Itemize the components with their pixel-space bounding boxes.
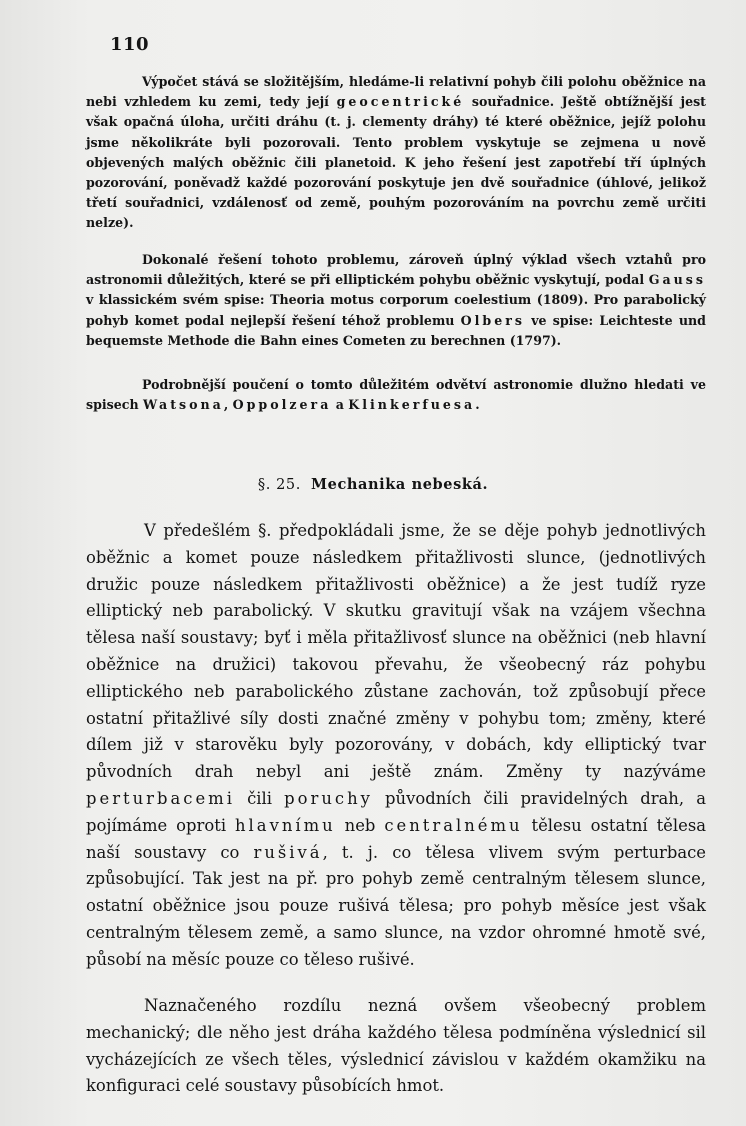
- name-oppolzer: Oppolzera: [232, 397, 332, 413]
- paragraph-further-reading: Podrobnější poučení o tomto důležitém odvětví astronomie dlužno hledati ve spisech Watsona, Oppolzera a Klinkerfuesa.: [86, 377, 706, 413]
- small-print-block-1: [86, 72, 706, 234]
- name-gauss: Gauss: [648, 272, 706, 288]
- emphasis-geocentric: geocentrické: [336, 94, 465, 110]
- small-print-block-3: [86, 375, 706, 415]
- paragraph-orbit-determination: Výpočet stává se složitějším, hledáme-li relativní pohyb čili polohu oběžnice na nebi vzhledem ku zemi, tedy její geocentrické souřadnice. Ještě obtížnější jest však opačná úloha, určiti dráhu (t. j. clementy dráhy) té které oběžnice, jejíž polohu jsme několikráte byli pozorovali. Tento problem vyskytuje se zejmena u nově objevených malých oběžnic čili planetoid. K jeho řešení jest zapotřebí tří úplných pozorování, poněvadž každé pozorování poskytuje jen dvě souřadnice (úhlové, jelikož třetí souřadnici, vzdálenosť od země, pouhým pozorováním na povrchu země určiti nelze).: [86, 74, 706, 231]
- body-text-block-2: [86, 993, 706, 1100]
- term-hlavnimu: hlavnímu: [235, 815, 336, 835]
- term-poruchy: poruchy: [284, 788, 373, 808]
- small-print-block-2: [86, 250, 706, 351]
- term-rusiva: rušivá: [253, 842, 323, 862]
- paragraph-perturbations: V předešlém §. předpokládali jsme, že se děje pohyb jednotlivých oběžnic a komet pouze následkem přitažlivosti slunce, (jednotlivých družic pouze následkem přitažlivosti oběžnice) a že jest tudíž ryze elliptický neb parabolický. V skutku gravitují však na vzájem všechna tělesa naší soustavy; byť i měla přitažlivosť slunce na oběžnici (neb hlavní oběžnice na družici) takovou převahu, že všeobecný ráz pohybu elliptického neb parabolického zůstane zachován, tož způsobují přece ostatní přitažlivé síly dosti značné změny v pohybu tom; změny, které dílem již v starověku byly pozorovány, v dobách, kdy elliptický tvar původních drah nebyl ani ještě znám. Změny ty nazýváme perturbacemi čili poruchy původních čili pravidelných drah, a pojímáme oproti hlavnímu neb centralnému tělesu ostatní tělesa naší soustavy co rušivá, t. j. co tělesa vlivem svým perturbace způsobující. Tak jest na př. pro pohyb země centralným tělesem slunce, ostatní oběžnice jsou pouze rušivá tělesa; pro pohyb měsíce jest však centralným tělesem země, a samo slunce, na vzdor ohromné hmotě své, působí na měsíc pouze co těleso rušivé.: [86, 521, 707, 969]
- body-text-block-1: [86, 518, 706, 974]
- name-klinkerfues: Klinkerfuesa: [348, 397, 476, 413]
- term-perturbacemi: perturbacemi: [86, 788, 235, 808]
- section-title: Mechanika nebeská.: [310, 476, 489, 493]
- section-number: §. 25.: [257, 477, 301, 493]
- paragraph-gauss-olbers: Dokonalé řešení tohoto problemu, zároveň úplný výklad všech vztahů pro astronomii důležitých, které se při elliptickém pohybu oběžnic vyskytují, podal Gauss v klassickém svém spise: Theoria motus corporum coelestium (1809). Pro parabolický pohyb komet podal nejlepší řešení téhož problemu Olbers ve spise: Leichteste und bequemste Methode die Bahn eines Cometen zu berechnen (1797).: [86, 252, 706, 348]
- name-olbers: Olbers: [460, 312, 525, 328]
- paragraph-mechanical-problem: Naznačeného rozdílu nezná ovšem všeobecný problem mechanický; dle něho jest dráha každého tělesa podmíněna výslednicí sil vycházejících ze všech těles, výslednicí závislou v každém okamžiku na konfiguraci celé soustavy působících hmot.: [86, 996, 706, 1096]
- page-number: 110: [110, 34, 150, 55]
- name-watson: Watsona: [143, 397, 224, 413]
- term-centralnemu: centralnému: [384, 815, 523, 835]
- section-heading: [0, 476, 746, 493]
